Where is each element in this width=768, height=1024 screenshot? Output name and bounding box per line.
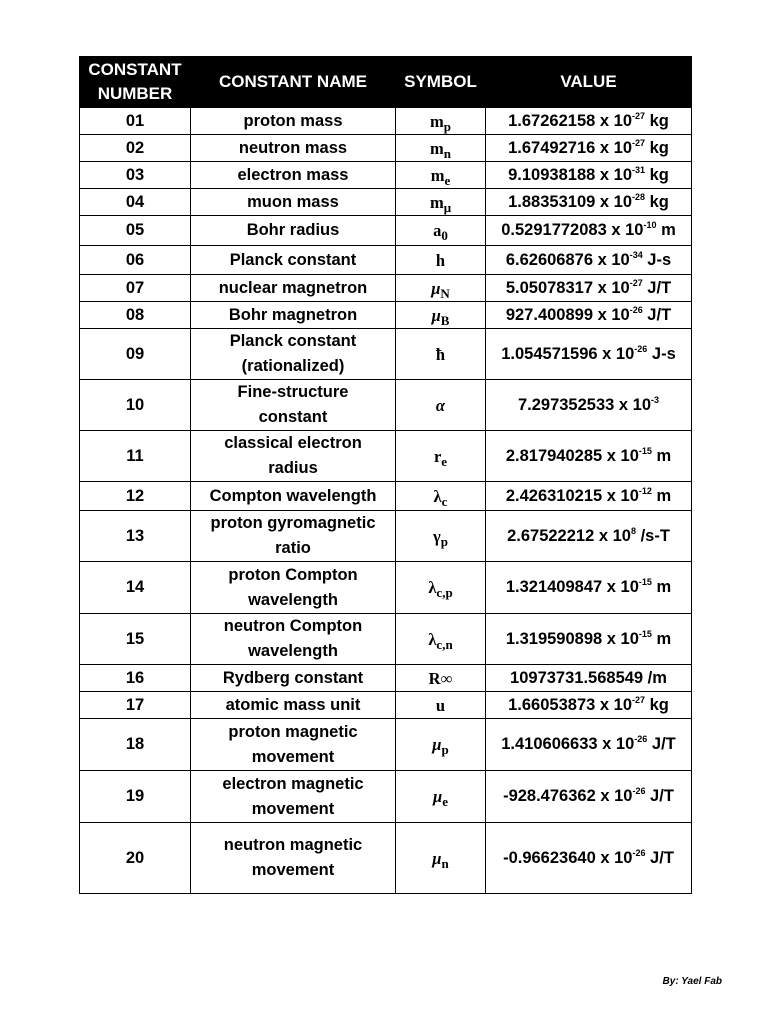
table-row — [80, 135, 692, 162]
constant-name: neutron Compton wavelength — [223, 617, 363, 660]
constant-number: 02 — [80, 135, 191, 162]
constant-number: 07 — [80, 275, 191, 302]
symbol-subscript: 0 — [441, 228, 448, 243]
constant-name-cell — [191, 511, 396, 562]
symbol-base: α — [435, 395, 446, 415]
value-unit: J/T — [647, 735, 676, 753]
constant-number: 01 — [80, 108, 191, 135]
value-mantissa: -0.96623640 x 10 — [503, 848, 633, 867]
value-cell — [486, 614, 692, 665]
symbol-subscript: c,p — [436, 585, 453, 600]
value-mantissa: 1.319590898 x 10 — [505, 629, 639, 648]
symbol-cell — [396, 482, 486, 511]
header-row — [80, 57, 692, 108]
value-exponent: 8 — [630, 525, 636, 536]
constant-name-cell — [191, 246, 396, 275]
symbol-cell — [396, 216, 486, 246]
constant-name-cell — [191, 162, 396, 189]
table-row — [80, 302, 692, 329]
table-row — [80, 771, 692, 823]
constant-name-cell — [191, 614, 396, 665]
symbol-subscript: c — [441, 493, 448, 509]
symbol-base: γ — [433, 526, 441, 546]
value-unit: J/T — [645, 848, 674, 867]
value-unit: m — [651, 446, 672, 465]
value-mantissa: 2.67522212 x 10 — [507, 526, 631, 545]
value-mantissa: 1.66053873 x 10 — [508, 695, 632, 714]
symbol-base: u — [435, 695, 446, 715]
symbol-cell — [396, 135, 486, 162]
table-row — [80, 431, 692, 482]
symbol-cell — [396, 302, 486, 329]
value-mantissa: 2.817940285 x 10 — [505, 446, 639, 465]
symbol-base: μ — [433, 787, 443, 806]
value-mantissa: 1.88353109 x 10 — [508, 192, 632, 211]
constant-number: 08 — [80, 302, 191, 329]
constant-number: 14 — [80, 562, 191, 614]
constant-name: electron mass — [237, 165, 349, 184]
value-unit: kg — [645, 165, 669, 184]
value-unit: J/T — [645, 787, 674, 805]
constant-number: 09 — [80, 329, 191, 380]
symbol-subscript: p — [441, 742, 449, 757]
constant-name: Rydberg constant — [222, 668, 364, 687]
value-unit: J/T — [642, 305, 672, 324]
constant-name-cell — [191, 216, 396, 246]
header-value: VALUE — [486, 57, 692, 108]
constant-name: Bohr magnetron — [228, 305, 358, 324]
value-mantissa: 1.67492716 x 10 — [508, 138, 632, 157]
symbol-base: R∞ — [428, 668, 453, 688]
constant-name: nuclear magnetron — [218, 278, 368, 297]
constant-number: 20 — [80, 823, 191, 894]
constant-name: neutron magnetic movement — [223, 836, 363, 879]
symbol-cell — [396, 719, 486, 771]
symbol-subscript: n — [441, 855, 449, 871]
symbol-cell — [396, 108, 486, 135]
symbol-subscript: e — [444, 172, 451, 188]
constant-name-cell — [191, 719, 396, 771]
symbol-base: h — [435, 250, 446, 270]
table-row — [80, 246, 692, 275]
value-unit: kg — [645, 192, 669, 211]
value-cell — [486, 189, 692, 216]
constant-name-cell — [191, 823, 396, 894]
constant-number: 04 — [80, 189, 191, 216]
value-unit: m — [651, 486, 672, 505]
constant-number: 10 — [80, 380, 191, 431]
symbol-cell — [396, 246, 486, 275]
constant-number: 18 — [80, 719, 191, 771]
constant-name-cell — [191, 189, 396, 216]
value-unit: m — [656, 221, 676, 239]
table-row — [80, 329, 692, 380]
value-cell — [486, 380, 692, 431]
constant-name: proton magnetic movement — [228, 722, 358, 766]
value-cell — [486, 562, 692, 614]
value-mantissa: 7.297352533 x 10 — [517, 395, 652, 414]
value-cell — [486, 771, 692, 823]
constant-name: neutron mass — [238, 138, 348, 157]
value-cell — [486, 246, 692, 275]
constant-number: 19 — [80, 771, 191, 823]
value-unit: m — [651, 578, 672, 596]
table-row — [80, 216, 692, 246]
value-exponent: -15 — [638, 577, 652, 587]
table-row — [80, 482, 692, 511]
constant-number: 06 — [80, 246, 191, 275]
symbol-base: a — [433, 221, 442, 240]
table-row — [80, 692, 692, 719]
constant-name: Planck constant — [229, 250, 357, 269]
symbol-subscript: N — [440, 285, 450, 301]
value-exponent: -10 — [643, 220, 657, 230]
constant-number: 16 — [80, 665, 191, 692]
value-cell — [486, 482, 692, 511]
value-mantissa: 9.10938188 x 10 — [508, 165, 632, 184]
value-cell — [486, 823, 692, 894]
table-row — [80, 380, 692, 431]
header-constant-number: CONSTANT NUMBER — [80, 57, 191, 108]
value-exponent: -27 — [632, 137, 646, 148]
value-mantissa: 6.62606876 x 10 — [505, 250, 630, 269]
constant-number: 03 — [80, 162, 191, 189]
constant-name: Planck constant (rationalized) — [229, 332, 357, 375]
value-unit: kg — [645, 138, 669, 157]
constant-number: 17 — [80, 692, 191, 719]
constant-name: Fine-structure constant — [237, 383, 349, 426]
table-row — [80, 108, 692, 135]
value-unit: m — [651, 629, 672, 648]
constant-number: 12 — [80, 482, 191, 511]
constant-name-cell — [191, 302, 396, 329]
constant-name-cell — [191, 665, 396, 692]
value-cell — [486, 275, 692, 302]
constant-name: proton Compton wavelength — [228, 565, 358, 609]
value-cell — [486, 329, 692, 380]
symbol-cell — [396, 189, 486, 216]
symbol-base: r — [433, 446, 442, 466]
constant-name-cell — [191, 771, 396, 823]
constant-name: Bohr radius — [246, 221, 340, 239]
constant-number: 13 — [80, 511, 191, 562]
value-cell — [486, 108, 692, 135]
value-mantissa: -928.476362 x 10 — [503, 787, 633, 805]
symbol-cell — [396, 162, 486, 189]
value-unit: J-s — [642, 250, 672, 269]
value-exponent: -15 — [638, 445, 652, 456]
constant-name-cell — [191, 380, 396, 431]
value-mantissa: 5.05078317 x 10 — [505, 278, 630, 297]
constant-number: 15 — [80, 614, 191, 665]
value-unit: kg — [645, 111, 669, 130]
value-cell — [486, 719, 692, 771]
symbol-base: ħ — [435, 344, 446, 364]
symbol-base: m — [430, 138, 444, 158]
value-unit: J/T — [642, 278, 672, 297]
symbol-cell — [396, 771, 486, 823]
symbol-subscript: p — [443, 118, 451, 134]
value-cell — [486, 511, 692, 562]
symbol-cell — [396, 692, 486, 719]
symbol-base: μ — [432, 848, 442, 868]
symbol-cell — [396, 275, 486, 302]
constant-name-cell — [191, 692, 396, 719]
value-cell — [486, 692, 692, 719]
table-body — [80, 108, 692, 894]
constant-name: proton mass — [243, 111, 343, 130]
constant-number: 11 — [80, 431, 191, 482]
table-row — [80, 189, 692, 216]
symbol-subscript: μ — [443, 199, 452, 215]
symbol-subscript: p — [440, 533, 448, 549]
value-exponent: -34 — [629, 249, 643, 260]
symbol-base: μ — [432, 735, 442, 754]
constant-name: electron magnetic movement — [222, 774, 364, 818]
symbol-subscript: B — [440, 312, 450, 328]
constant-name: proton gyromagnetic ratio — [210, 514, 376, 557]
symbol-base: μ — [431, 305, 441, 325]
value-mantissa: 1.321409847 x 10 — [505, 578, 639, 596]
symbol-base: m — [429, 192, 444, 212]
symbol-base: λ — [428, 629, 437, 649]
constant-name: classical electron radius — [224, 434, 362, 477]
table-row — [80, 511, 692, 562]
value-exponent: -27 — [632, 110, 646, 121]
value-cell — [486, 302, 692, 329]
value-unit: kg — [645, 695, 669, 714]
table-row — [80, 275, 692, 302]
value-mantissa: 1.054571596 x 10 — [501, 344, 635, 363]
constant-name: muon mass — [247, 192, 339, 211]
constant-name-cell — [191, 275, 396, 302]
constant-name-cell — [191, 108, 396, 135]
value-mantissa: 0.5291772083 x 10 — [501, 221, 644, 239]
value-exponent: -27 — [629, 277, 643, 288]
value-exponent: -28 — [632, 191, 646, 202]
value-unit: J-s — [647, 344, 676, 363]
value-mantissa: 10973731.568549 /m — [510, 668, 667, 687]
constant-name: atomic mass unit — [225, 695, 361, 714]
value-mantissa: 1.410606633 x 10 — [501, 735, 635, 753]
value-cell — [486, 216, 692, 246]
value-exponent: -26 — [629, 304, 643, 315]
value-cell — [486, 665, 692, 692]
symbol-base: m — [430, 111, 444, 131]
value-exponent: -12 — [638, 485, 652, 496]
constant-name-cell — [191, 482, 396, 511]
header-constant-name: CONSTANT NAME — [191, 57, 396, 108]
constant-name-cell — [191, 562, 396, 614]
symbol-subscript: e — [442, 794, 448, 809]
value-mantissa: 1.67262158 x 10 — [508, 111, 632, 130]
value-cell — [486, 162, 692, 189]
value-exponent: -26 — [634, 343, 648, 354]
symbol-subscript: e — [441, 453, 448, 469]
symbol-subscript: n — [443, 145, 451, 161]
value-cell — [486, 135, 692, 162]
symbol-cell — [396, 665, 486, 692]
table-row — [80, 162, 692, 189]
symbol-base: μ — [431, 278, 441, 298]
value-exponent: -31 — [632, 164, 646, 175]
value-exponent: -26 — [632, 786, 646, 796]
constant-name: Compton wavelength — [209, 486, 377, 505]
value-exponent: -15 — [638, 628, 652, 639]
symbol-cell — [396, 431, 486, 482]
symbol-cell — [396, 511, 486, 562]
constant-name-cell — [191, 431, 396, 482]
value-mantissa: 927.400899 x 10 — [505, 305, 630, 324]
table-row — [80, 665, 692, 692]
header-symbol: SYMBOL — [396, 57, 486, 108]
symbol-base: λ — [433, 486, 442, 506]
value-exponent: -26 — [634, 734, 648, 744]
symbol-cell — [396, 562, 486, 614]
value-exponent: -3 — [651, 394, 660, 405]
constants-table — [79, 56, 692, 894]
symbol-cell — [396, 823, 486, 894]
symbol-base: m — [430, 165, 445, 185]
symbol-cell — [396, 380, 486, 431]
value-mantissa: 2.426310215 x 10 — [505, 486, 639, 505]
symbol-cell — [396, 329, 486, 380]
table-row — [80, 562, 692, 614]
constant-name-cell — [191, 329, 396, 380]
table-row — [80, 719, 692, 771]
constant-name-cell — [191, 135, 396, 162]
author-credit: By: Yael Fab — [662, 976, 722, 987]
value-exponent: -27 — [632, 694, 646, 705]
value-exponent: -26 — [632, 847, 646, 858]
symbol-cell — [396, 614, 486, 665]
value-unit: /s-T — [635, 526, 670, 545]
value-cell — [486, 431, 692, 482]
constant-number: 05 — [80, 216, 191, 246]
symbol-base: λ — [428, 578, 437, 597]
table-row — [80, 614, 692, 665]
symbol-subscript: c,n — [436, 636, 453, 652]
table-row — [80, 823, 692, 894]
